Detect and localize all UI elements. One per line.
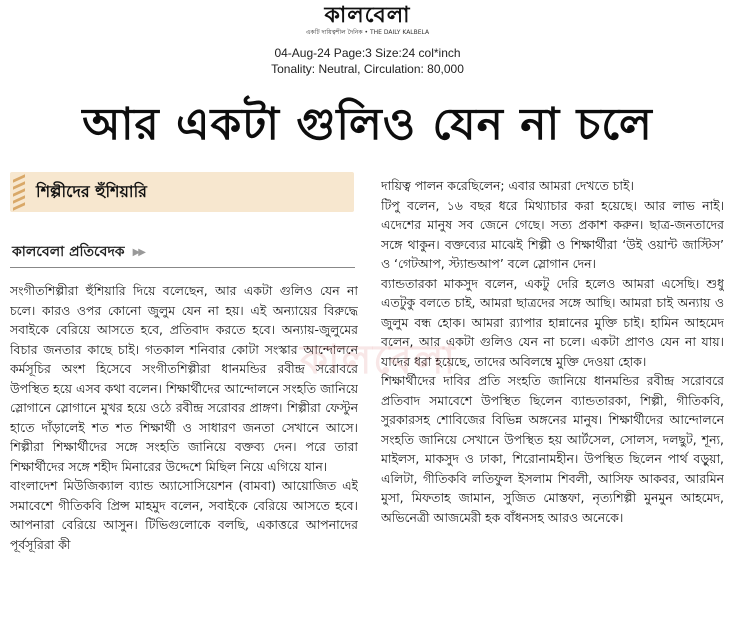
col2-paragraph: টিপু বলেন, ১৬ বছর ধরে মিথ্যাচার করা হয়েছে। আর লাভ নাই। এদেশের মানুষ সব জেনে গেছে। সত্য প্রকাশ করুন। ছাত্র-জনতাদের সঙ্গে থাকুন। বক্তব্যের মাঝেই শিল্পী ও শিক্ষার্থীরা ‘উই ওয়ান্ট জাস্টিস’ ও ‘গেটআপ, স্ট্যান্ডআপ’ বলে স্লোগান দেন। <box>381 197 724 271</box>
watermark: কালবেলা <box>300 337 458 383</box>
article-column-2 <box>381 176 724 622</box>
section-tag <box>10 172 354 212</box>
clipping-meta-line2: Tonality: Neutral, Circulation: 80,000 <box>271 62 464 76</box>
col2-paragraph: ব্যান্ডতারকা মাকসুদ বলেন, একটু দেরি হলেও আমরা এসেছি। শুধু এতটুকু বলতে চাই, আমরা ছাত্রদের সঙ্গে আছি। আমরা চাই অন্যায় ও জুলুম বন্ধ হোক। আমরা র‍্যাপার হান্নানের মুক্তি চাই। হামিন আহমেদ বলেন, আর একটা গুলিও যেন না চলে। একটা প্রাণও যেন না যায়। যাদের ধরা হয়েছে, তাদের অবিলম্বে মুক্তি দেওয়া হোক। <box>381 275 724 369</box>
tag-stripes-icon <box>10 172 28 212</box>
col2-paragraph: শিক্ষার্থীদের দাবির প্রতি সংহতি জানিয়ে ধানমন্ডির রবীন্দ্র সরোবরে প্রতিবাদ সমাবেশে উপস্থিত ছিলেন ব্যান্ডতারকা, শিল্পী, গীতিকবি, সুরকারসহ শোবিজের বিভিন্ন অঙ্গনের মানুষ। শিক্ষার্থীদের আন্দোলনে সংহতি জানিয়ে সেখানে উপস্থিত হয় আর্টসেল, সোলস, দলছুট, শূন্য, মাইলস, মাকসুদ ও ঢাকা, শিরোনামহীন। উপস্থিত ছিলেন পার্থ বড়ুয়া, এলিটা, গীতিকবি লতিফুল ইসলাম শিবলী, আসিফ আকবর, আরমিন মুসা, মিফতাহ জামান, সুজিত মোস্তফা, নৃত্যশিল্পী মুনমুন আহমেদ, অভিনেত্রী আজমেরী হক বাঁধনসহ আরও অনেকে। <box>381 373 724 525</box>
newspaper-tagline: একটি দায়িত্বশীল দৈনিক • THE DAILY KALBELA <box>305 29 430 36</box>
double-arrow-icon: ▶▶ <box>132 246 144 258</box>
newspaper-logo: কালবেলা <box>324 3 411 28</box>
article-headline: আর একটা গুলিও যেন না চলে <box>82 99 653 150</box>
reporter-name: কালবেলা প্রতিবেদক <box>12 244 125 260</box>
col1-paragraph: সংগীতশিল্পীরা হুঁশিয়ারি দিয়ে বলেছেন, আর একটা গুলিও যেন না চলে। কারও ওপর কোনো জুলুম যেন না হয়। এই অন্যায়ের বিরুদ্ধে সবাইকে বেরিয়ে আসতে হবে, প্রতিবাদ করতে হবে। অন্যায়-জুলুমের বিচার জনতার কাছে চাই। গতকাল শনিবার কোটা সংস্কার আন্দোলনে কর্মসূচির অংশ হিসেবে সংগীতশিল্পীরা ধানমন্ডির রবীন্দ্র সরোবরে উপস্থিত হয়ে এসব কথা বলেন। শিক্ষার্থীদের আন্দোলনে সংহতি জানিয়ে স্লোগানে স্লোগানে মুখর হয়ে ওঠে রবীন্দ্র সরোবর প্রাঙ্গণ। শিল্পীরা ফেস্টুন হাতে দাঁড়ালেই শত শত শিক্ষার্থী ও সাধারণ জনতা সেখানে আসে। শিল্পীরা শিক্ষার্থীদের সঙ্গে সংহতি জানিয়ে বক্তব্য দেন। পরে তারা শিক্ষার্থীদের সঙ্গে শহীদ মিনারের উদ্দেশে মিছিল নিয়ে এগিয়ে যান। <box>10 283 358 474</box>
section-tag-label: শিল্পীদের হুঁশিয়ারি <box>36 181 147 201</box>
article-column-1 <box>10 281 358 621</box>
masthead <box>0 4 735 37</box>
col2-paragraph: দায়িত্ব পালন করেছিলেন; এবার আমরা দেখতে চাই। <box>381 178 634 193</box>
clipping-meta-line1: 04-Aug-24 Page:3 Size:24 col*inch <box>274 46 461 60</box>
col1-paragraph: বাংলাদেশ মিউজিক্যাল ব্যান্ড অ্যাসোসিয়েশন (বামবা) আয়োজিত এই সমাবেশে গীতিকবি প্রিন্স মাহমুদ বলেন, সবাইকে বেরিয়ে আসতে হবে। আপনারা বেরিয়ে আসুন। টিভিগুলোকে বলছি, একাত্তরে আপনাদের পূর্বসূরিরা কী <box>10 478 358 552</box>
reporter-byline <box>12 240 144 264</box>
byline-divider <box>10 267 355 268</box>
